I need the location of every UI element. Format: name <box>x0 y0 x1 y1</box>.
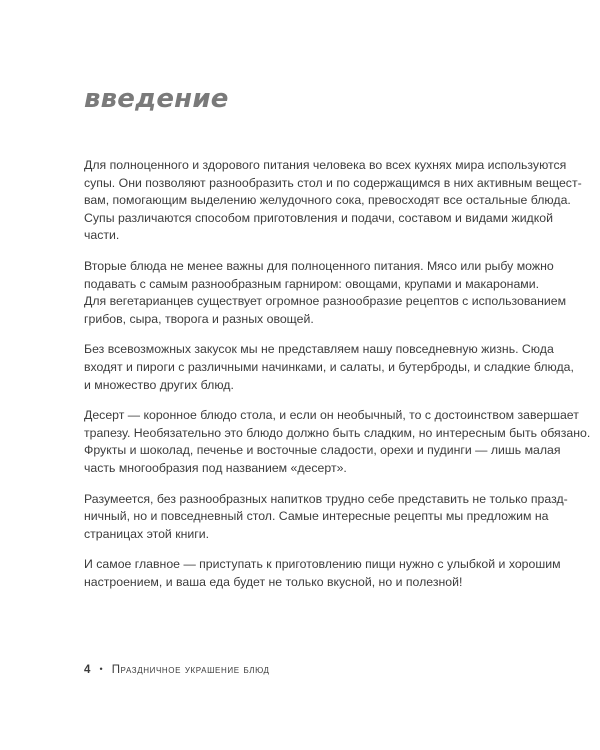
text-line: Для вегетарианцев существует огромное разнообразие рецептов с использованием <box>84 294 567 309</box>
text-line: Для полноценного и здорового питания человека во всех кухнях мира используются <box>84 158 567 172</box>
text-line: супы. Они позволяют разнообразить стол и по содержащимся в них активным вещест- <box>84 175 582 190</box>
text-line: входят и пироги с различными начинками, и салаты, и бутерброды, и сладкие блюда, <box>84 359 574 374</box>
text-line: ничный, но и повседневный стол. Самые интересные рецепты мы предложим на <box>84 509 549 524</box>
page-footer <box>84 664 270 676</box>
text-line: трапезу. Необязательно это блюдо должно быть сладким, но интересным быть обязано. <box>84 425 591 440</box>
paragraph-desserts <box>84 407 591 477</box>
paragraph-conclusion <box>84 556 561 591</box>
text-line: Десерт — коронное блюдо стола, и если он необычный, то с достоинством завершает <box>84 408 579 423</box>
text-line: Вторые блюда не менее важны для полноценного питания. Мясо или рыбу можно <box>84 258 554 273</box>
text-line: Без всевозможных закусок мы не представляем нашу повседневную жизнь. Сюда <box>84 342 554 357</box>
body-text <box>84 157 591 604</box>
page-title: введение <box>84 84 229 114</box>
running-title: Праздничное украшение блюд <box>111 664 270 676</box>
text-line: часть многообразия под названием «десерт». <box>84 460 347 475</box>
text-line: Фрукты и шоколад, печенье и восточные сладости, орехи и пудинги — лишь малая <box>84 443 561 458</box>
text-line: Разумеется, без разнообразных напитков трудно себе представить не только празд- <box>84 491 568 506</box>
text-line: и множество других блюд. <box>84 377 234 392</box>
page-number: 4 <box>84 664 91 676</box>
text-line: страницах этой книги. <box>84 526 209 541</box>
text-line: части. <box>84 228 120 243</box>
paragraph-main-courses <box>84 258 567 328</box>
paragraph-appetizers <box>84 341 574 394</box>
paragraph-drinks <box>84 491 568 544</box>
text-line: Супы различаются способом приготовления и подачи, составом и видами жидкой <box>84 210 553 225</box>
text-line: И самое главное — приступать к приготовлению пищи нужно с улыбкой и хорошим <box>84 557 561 572</box>
bullet-separator: • <box>99 664 103 674</box>
text-line: подавать с самым разнообразным гарниром: овощами, крупами и макаронами. <box>84 276 540 291</box>
text-line: вам, помогающим выделению желудочного сока, превосходят все остальные блюда. <box>84 193 571 208</box>
text-line: грибов, сыра, творога и разных овощей. <box>84 311 314 326</box>
text-line: настроением, и ваша еда будет не только вкусной, но и полезной! <box>84 574 463 589</box>
paragraph-soups <box>84 157 582 245</box>
